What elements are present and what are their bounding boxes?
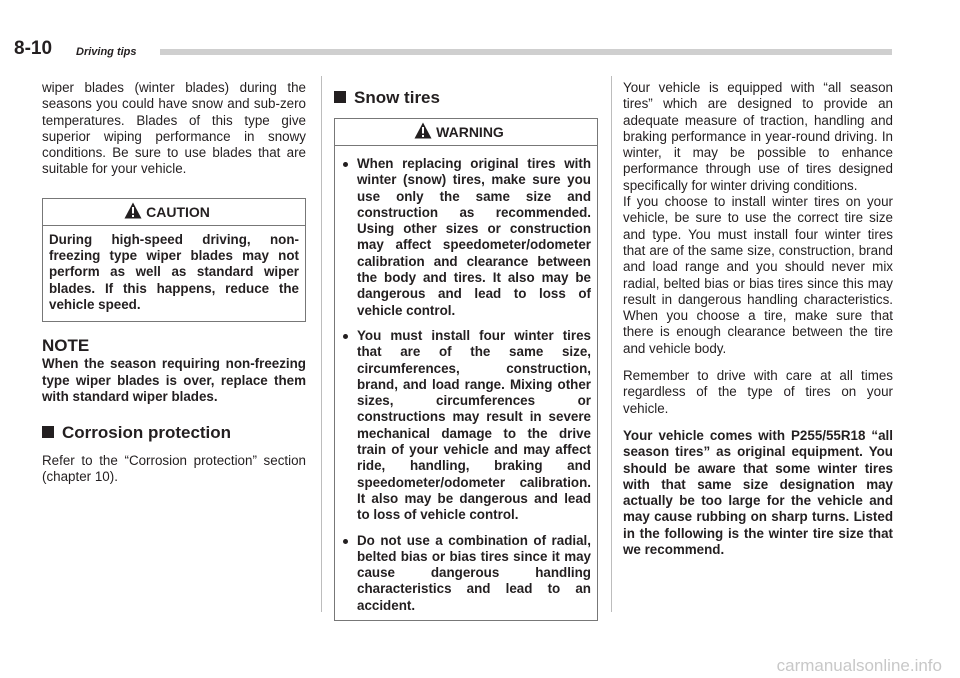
- corrosion-text: Refer to the “Corrosion protection” section (chapter 10).: [42, 453, 306, 485]
- warning-title: WARNING: [436, 124, 504, 140]
- warning-item: Do not use a combination of radial, belted bias or bias tires since it may cause dangerous handling characteristics and lead to an accident.: [341, 533, 591, 614]
- wiper-intro-text: wiper blades (winter blades) during the seasons you could have snow and sub-zero temperatures. Blades of this type give superior wiping performance in snowy conditions. Be sure to use blades that are suitable for your vehicle.: [42, 80, 306, 177]
- caution-text: During high-speed driving, non-freezing type wiper blades may not perform as well as standard wiper blades. If this happens, reduce the vehicle speed.: [49, 231, 299, 312]
- watermark: carmanualsonline.info: [776, 656, 942, 675]
- warning-list: [341, 156, 591, 614]
- column-divider: [611, 76, 612, 612]
- heading-square-icon: [42, 426, 54, 438]
- caution-triangle-icon: [124, 202, 142, 219]
- column-divider: [321, 76, 322, 612]
- bullet-icon: [343, 334, 348, 339]
- warning-item: When replacing original tires with winter (snow) tires, make sure you use only the same size and construction as recommended. Using other sizes or construction may affect speedometer/odometer calibration and clearance between the body and tires. It also may be dangerous and lead to loss of vehicle control.: [341, 156, 591, 319]
- caution-header: [43, 199, 305, 226]
- winter-tire-text: If you choose to install winter tires on your vehicle, be sure to use the correct tire size and type. You must install four winter tires that are of the same size, construction, brand and load range and you should never mix radial, belted bias or bias tires since this may result in dangerous handling characteristics. When you choose a tire, make sure that there is enough clearance between the tire and vehicle body.: [623, 194, 893, 356]
- tire-size-text: Your vehicle comes with P255/55R18 “all season tires” as original equipment. You should be aware that some winter tires with that same size designation may actually be too large for the vehicle and may cause rubbing on sharp turns. Listed in the following is the winter tire size that we recommend.: [623, 427, 893, 558]
- heading-square-icon: [334, 91, 346, 103]
- snow-tires-heading: Snow tires: [334, 88, 598, 108]
- bullet-icon: [343, 162, 348, 167]
- warning-box: [334, 118, 598, 621]
- note-text: When the season requiring non-freezing type wiper blades is over, replace them with standard wiper blades.: [42, 356, 306, 404]
- column-right: [623, 80, 893, 558]
- section-title: Driving tips: [76, 46, 137, 58]
- column-middle: [334, 88, 598, 621]
- page-number: 8-10: [14, 38, 53, 59]
- column-left: [42, 80, 306, 486]
- caution-title: CAUTION: [146, 203, 210, 220]
- note-title: NOTE: [42, 336, 90, 356]
- all-season-text: Your vehicle is equipped with “all season tires” which are designed to provide an adequate measure of traction, handling and braking performance in year-round driving. In winter, it may be possible to enhance performance through use of tires designed specifically for winter driving conditions.: [623, 80, 893, 193]
- warning-header: [335, 119, 597, 146]
- warning-item: You must install four winter tires that are of the same size, circumferences, construction, brand, and load range. Mixing other sizes, circumferences or constructions may result in severe mechanical damage to the drive train of your vehicle and may affect ride, handling, braking and speedometer/odometer calibration. It also may be dangerous and lead to loss of vehicle control.: [341, 328, 591, 524]
- bullet-icon: [343, 539, 348, 544]
- warning-triangle-icon: [414, 122, 432, 139]
- drive-care-text: Remember to drive with care at all times regardless of the type of tires on your vehicle.: [623, 368, 893, 416]
- caution-box: [42, 198, 306, 322]
- corrosion-heading: Corrosion protection: [42, 423, 306, 443]
- header-rule: [160, 49, 892, 55]
